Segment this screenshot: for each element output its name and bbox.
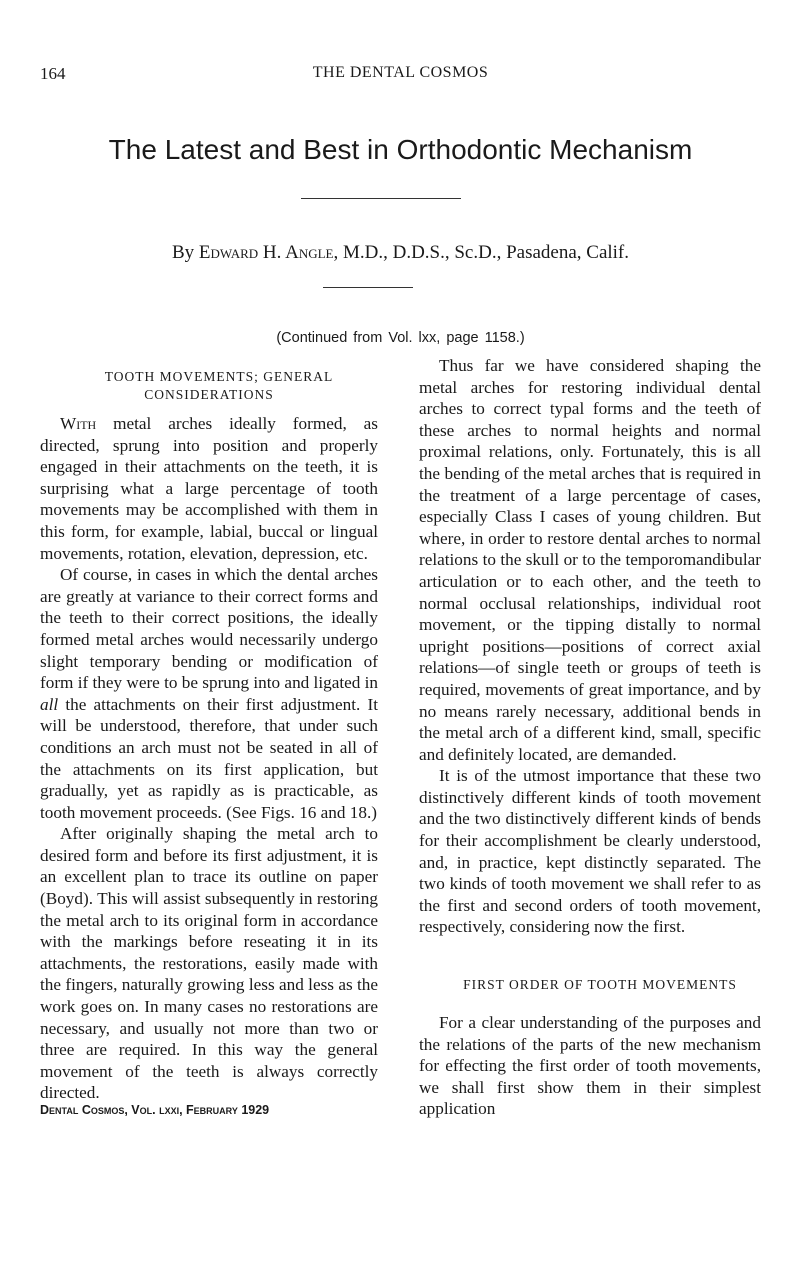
running-head <box>0 64 801 86</box>
paragraph-text: the attachments on their first adjustment. It will be understood, therefore, that under such conditions an arch must not be seated in all of the attachments on its first application, but gradually, yet as rapidly as is practicable, as tooth movement proceeds. (See Figs. 16 and 18.) <box>40 694 378 822</box>
paragraph: It is of the utmost importance that these two distinctively different kinds of tooth movement and the two distinctively different kinds of bends for their accomplishment be clearly understood, and, in practice, kept distinctly separated. The two kinds of tooth movement we shall refer to as the first and second orders of tooth movement, respectively, considering now the first. <box>419 766 761 937</box>
article-title: The Latest and Best in Orthodontic Mechanism <box>108 134 693 165</box>
section-heading-line1: TOOTH MOVEMENTS; GENERAL <box>104 369 334 384</box>
continued-note: (Continued from Vol. lxx, page 1158.) <box>276 330 525 346</box>
author-name: Edward H. Angle <box>198 242 334 263</box>
section-heading-general <box>40 368 378 404</box>
paragraph: Thus far we have considered shaping the metal arches for restoring individual dental arches to correct typal forms and the teeth of these arches to normal heights and normal proximal relations, only. Fortunately, this is all the bending of the metal arches that is required in the treatment of a large percentage of cases, especially Class I cases of young children. But where, in order to restore dental arches to normal relations to the skull or to the temporomandibular articulation or to each other, and the teeth to normal occlusal relationships, individual root movement, or the tipping distally to normal upright positions—positions of correct axial relations—of single teeth or groups of teeth is required, movements of great importance, and by no means rarely necessary, additional bends in the metal arch of a different kind, small, specific and definitely located, are demanded. <box>419 356 761 764</box>
page-number: 164 <box>40 64 66 83</box>
left-column <box>40 355 378 1104</box>
byline <box>0 242 801 264</box>
section-heading-line2: CONSIDERATIONS <box>144 387 274 402</box>
footer-citation: Dental Cosmos, Vol. lxxi, February 1929 <box>40 1103 270 1117</box>
section-heading-first-order: FIRST ORDER OF TOOTH MOVEMENTS <box>463 977 737 993</box>
paragraph: After originally shaping the metal arch to desired form and before its first adjustment, it is an excellent plan to trace its outline on paper (Boyd). This will assist subsequently in restoring the metal arch to its original form in accordance with the markings before reseating it in its attachments, the restorations, easily made with the fingers, naturally growing less and less as the work goes on. In many cases no restorations are necessary, and usually not more than two or three are required. In this way the general movement of the teeth is always correctly directed. <box>40 824 378 1103</box>
title-rule <box>301 198 461 199</box>
paragraph-text: Of course, in cases in which the dental arches are greatly at variance to their correct forms and the teeth to their correct positions, the ideally formed metal arches would necessarily undergo slight temporary bending or modification of form if they were to be sprung into and ligated in <box>40 565 378 693</box>
italic-word: all <box>40 694 59 714</box>
paragraph: For a clear understanding of the purposes and the relations of the parts of the new mechanism for effecting the first order of tooth movements, we shall first show them in their simplest application <box>419 1013 761 1119</box>
byline-rule <box>323 287 413 288</box>
paragraph <box>40 564 378 823</box>
journal-title: THE DENTAL COSMOS <box>312 64 489 81</box>
lead-word: With <box>60 414 97 433</box>
paragraph-text: metal arches ideally formed, as directed, sprung into position and properly engaged in their attachments on the teeth, it is surprising what a large percentage of tooth movements may be accomplished with them in this form, for example, labial, buccal or lingual movements, rotation, elevation, depression, etc. <box>40 414 378 563</box>
paragraph <box>40 413 378 564</box>
author-credentials: , M.D., D.D.S., Sc.D., Pasadena, Calif. <box>333 242 630 263</box>
byline-prefix: By <box>171 242 199 263</box>
right-column <box>419 355 761 1120</box>
